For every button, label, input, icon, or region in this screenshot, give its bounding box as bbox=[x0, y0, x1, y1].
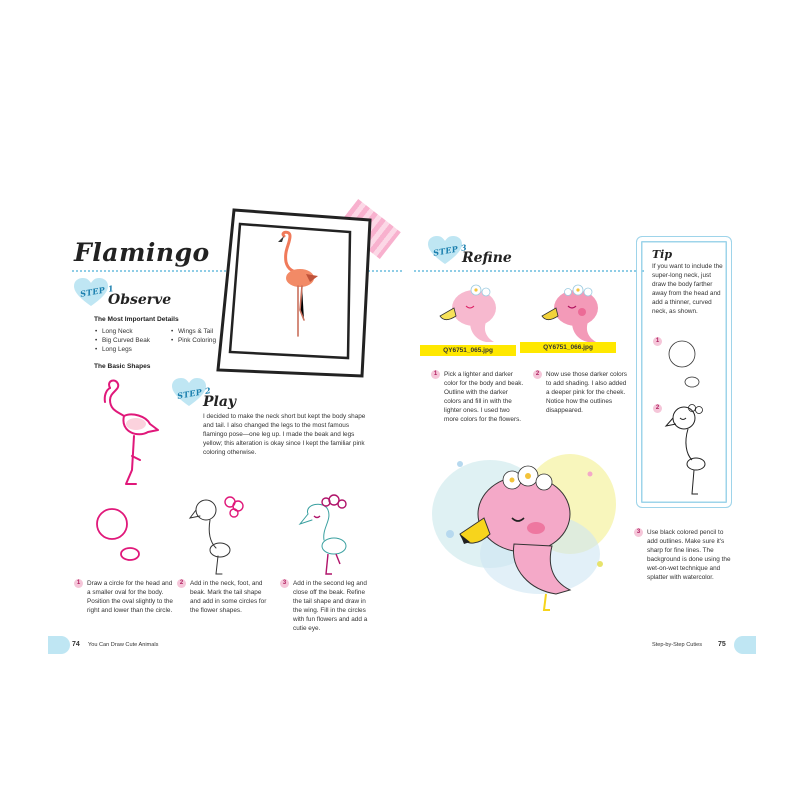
image-label: QY6751_065.jpg bbox=[420, 345, 516, 356]
neck-foot-sketch bbox=[186, 494, 250, 578]
caption-number: 2 bbox=[177, 579, 186, 588]
step3-tag: STEP 3 bbox=[432, 242, 468, 258]
detail-item: • Pink Coloring bbox=[178, 336, 238, 345]
footer-bubble-left bbox=[48, 636, 70, 654]
page-title: Flamingo bbox=[74, 238, 210, 267]
caption-text: Add in the neck, foot, and beak. Mark the tail shape and add in some circles for the flower shapes. bbox=[190, 580, 267, 614]
details-list-1 bbox=[94, 327, 182, 354]
tip-step-number: 1 bbox=[653, 337, 662, 346]
step2-tag: STEP 2 bbox=[176, 385, 212, 401]
tip-step-number: 2 bbox=[653, 404, 662, 413]
details-heading: The Most Important Details bbox=[94, 316, 179, 323]
step1-title: Observe bbox=[108, 292, 172, 308]
flamingo-head-shaded bbox=[538, 282, 608, 344]
caption-number: 1 bbox=[431, 370, 440, 379]
detail-item: • Long Neck bbox=[102, 327, 182, 336]
flamingo-head-light bbox=[436, 282, 506, 344]
caption-text: Use black colored pencil to add outlines. Make sure it's sharp for fine lines. The background is done using the wet-on-wet technique and splatter with watercolor. bbox=[647, 529, 731, 581]
step2-title: Play bbox=[203, 394, 237, 410]
footer-bubble-right bbox=[734, 636, 756, 654]
tip-text: If you want to include the super-long neck, just draw the body farther away from the head and add a thinner, curved neck, as shown. bbox=[652, 263, 723, 315]
caption-text: Pick a lighter and darker color for the body and beak. Outline with the darker colors and fill in with the lighter ones. I used two more colors for the flowers. bbox=[444, 371, 524, 423]
page-number-left: 74 bbox=[72, 641, 80, 648]
shapes-heading: The Basic Shapes bbox=[94, 363, 151, 370]
caption-number: 1 bbox=[74, 579, 83, 588]
detail-item: • Wings & Tail bbox=[178, 327, 238, 336]
tip-title: Tip bbox=[652, 248, 673, 261]
book-title: You Can Draw Cute Animals bbox=[88, 642, 159, 648]
detail-item: • Long Legs bbox=[102, 345, 182, 354]
caption-text: Draw a circle for the head and a smaller oval for the body. Position the oval slightly to the right and lower than the circle. bbox=[87, 580, 173, 614]
caption-number: 3 bbox=[634, 528, 643, 537]
flamingo-outline-drawing bbox=[96, 376, 162, 488]
tip-sketch-2 bbox=[664, 402, 714, 498]
step3-title: Refine bbox=[462, 250, 512, 266]
flamingo-photo bbox=[276, 230, 320, 338]
caption-text: Now use those darker colors to add shading. I also added a deeper pink for the cheek. Notice how the outlines disappeared. bbox=[546, 371, 627, 414]
page-number-right: 75 bbox=[718, 641, 726, 648]
tip-sketch-1 bbox=[664, 338, 704, 394]
caption-number: 2 bbox=[533, 370, 542, 379]
caption-number: 3 bbox=[280, 579, 289, 588]
refined-sketch bbox=[294, 494, 364, 578]
caption-text: Add in the second leg and close off the beak. Refine the tail shape and draw in the wing. Fill in the circles with fun flowers and add a cutie eye. bbox=[293, 580, 368, 632]
step1-tag: STEP 1 bbox=[79, 283, 115, 299]
watercolor-flamingo bbox=[430, 444, 616, 614]
step2-body: I decided to make the neck short but kept the body shape and tail. I also changed the legs to the most famous flamingo pose—one leg up. I made the beak and legs yellow; this alteration is okay since I kept the familiar pink coloring otherwise. bbox=[203, 413, 366, 456]
image-label: QY6751_066.jpg bbox=[520, 342, 616, 353]
section-name: Step-by-Step Cuties bbox=[652, 642, 703, 648]
basic-shapes-sketch bbox=[94, 506, 144, 566]
detail-item: • Big Curved Beak bbox=[102, 336, 182, 345]
right-divider bbox=[414, 270, 644, 272]
